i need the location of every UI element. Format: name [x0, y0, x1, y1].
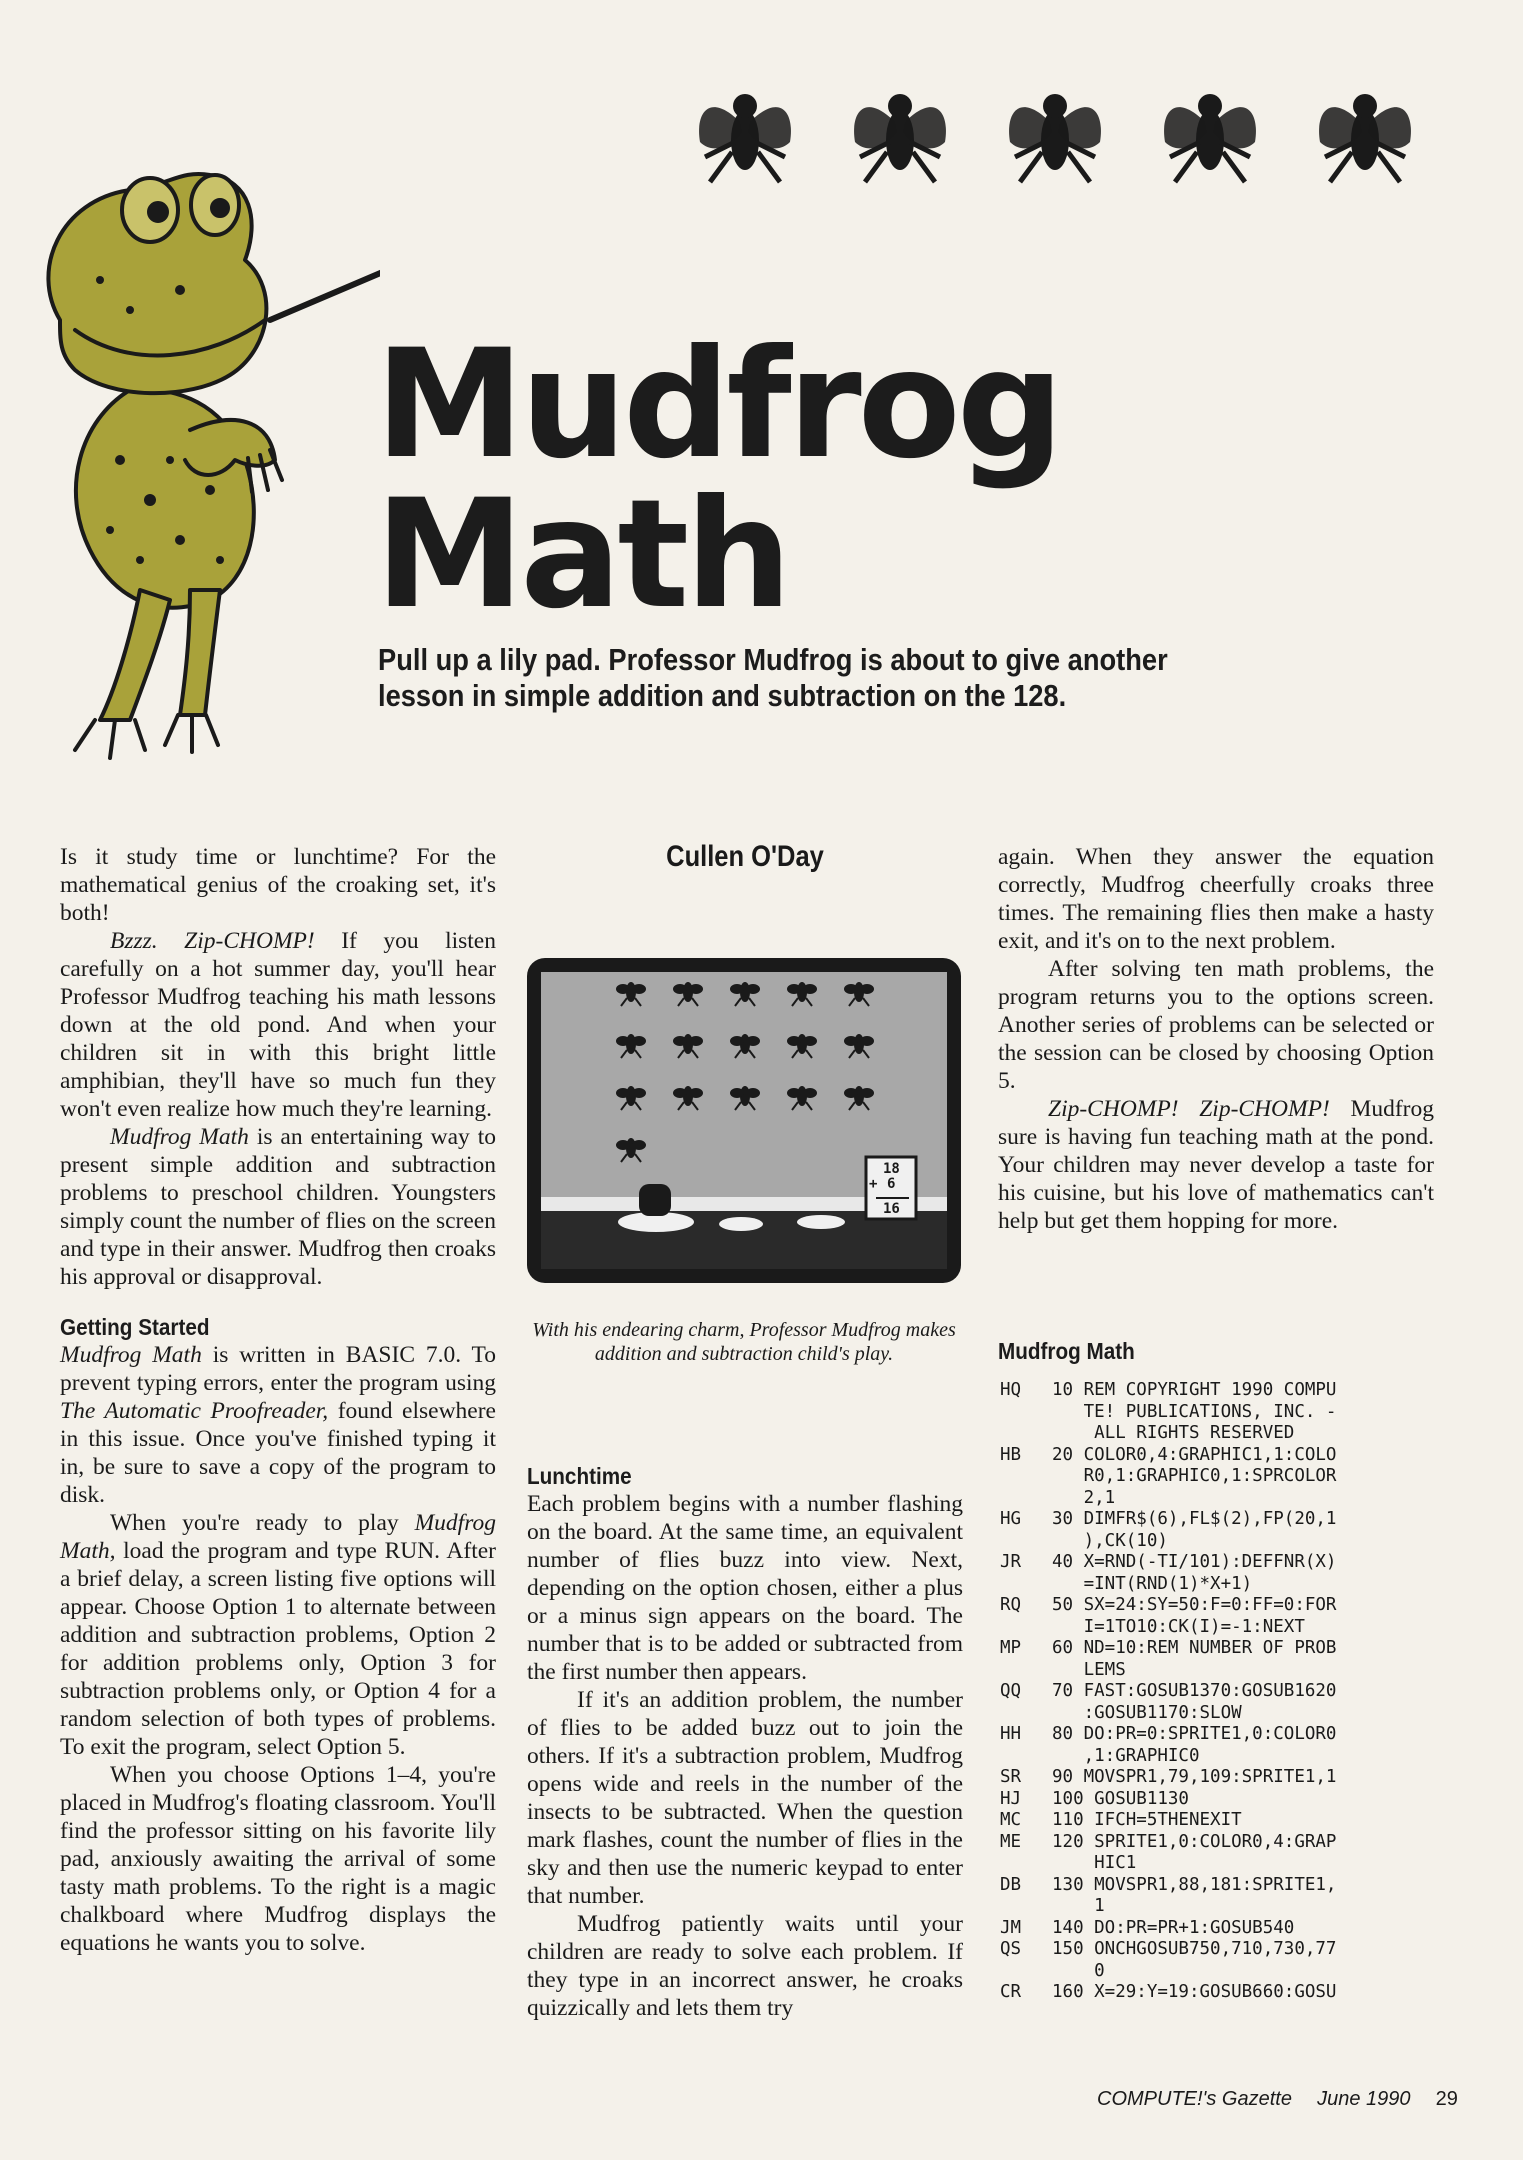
paragraph: After solving ten math problems, the program returns you to the options screen. Another series of problems can be selected or the session can be closed by choosing Option 5.	[998, 956, 1434, 1094]
emphasis: Mudfrog Math,	[60, 1510, 496, 1564]
emphasis: Mudfrog Math	[110, 1124, 249, 1150]
listing-line	[1000, 1832, 1430, 1875]
listing-line	[1000, 1380, 1430, 1445]
listing-line	[1000, 1918, 1430, 1940]
listing-line	[1000, 1552, 1430, 1595]
code-text: 60 ND=10:REM NUMBER OF PROB LEMS	[1052, 1638, 1337, 1680]
listing-line	[1000, 1638, 1430, 1681]
frog-illustration	[20, 160, 380, 780]
code-text: 80 DO:PR=0:SPRITE1,0:COLOR0 ,1:GRAPHIC0	[1052, 1724, 1337, 1766]
code-text: 130 MOVSPR1,88,181:SPRITE1, 1	[1052, 1874, 1337, 1916]
checksum: ME	[1000, 1831, 1022, 1852]
paragraph: If it's an addition problem, the number of flies to be added buzz out to join the others. If it's a subtraction problem, Mudfrog opens wide and reels in the number of the insects to be subtracted. When the question mark flashes, count the number of flies in the sky and then use the numeric keypad to enter that number.	[527, 1687, 963, 1909]
code-text: 160 X=29:Y=19:GOSUB660:GOSU	[1052, 1982, 1337, 2002]
column-3	[998, 843, 1434, 1235]
chalkboard-operator: +	[869, 1176, 878, 1192]
checksum: JR	[1000, 1552, 1022, 1572]
paragraph-text: found elsewhere in this issue. Once you've finished typing it in, be sure to save a copy of the program to disk.	[60, 1398, 496, 1508]
title-line-2: Math	[375, 468, 788, 642]
figure-caption: With his endearing charm, Professor Mudfrog makes addition and subtraction child's play.	[532, 1319, 956, 1365]
paragraph-text: is an entertaining way to present simple addition and subtraction problems to preschool children. Youngsters simply count the number of flies on the screen and type in their answer. Mudfrog then croaks his approval or disapproval.	[60, 1124, 496, 1290]
checksum: HQ	[1000, 1380, 1022, 1400]
chalkboard-top: 18	[883, 1161, 900, 1177]
title-line-1: Mudfrog	[375, 318, 1061, 492]
section-heading: Lunchtime	[527, 1463, 632, 1489]
checksum: JM	[1000, 1917, 1022, 1938]
listing-line	[1000, 1939, 1430, 1982]
emphasis: Bzzz. Zip-CHOMP!	[110, 928, 315, 954]
checksum: CR	[1000, 1982, 1022, 2002]
listing-line	[1000, 1810, 1430, 1832]
fly-icon	[1155, 82, 1265, 192]
code-text: 10 REM COPYRIGHT 1990 COMPU TE! PUBLICATIONS, INC. - ALL RIGHTS RESERVED	[1052, 1380, 1337, 1443]
paragraph: Is it study time or lunchtime? For the mathematical genius of the croaking set, it's both!	[60, 844, 496, 926]
checksum: SR	[1000, 1767, 1022, 1787]
checksum: RQ	[1000, 1595, 1022, 1615]
checksum: HJ	[1000, 1788, 1022, 1809]
listing-line	[1000, 1724, 1430, 1767]
fly-icon	[1000, 82, 1110, 192]
fly-icon	[690, 82, 800, 192]
checksum: DB	[1000, 1874, 1022, 1895]
code-text: 70 FAST:GOSUB1370:GOSUB1620 :GOSUB1170:SLOW	[1052, 1681, 1337, 1723]
checksum: QQ	[1000, 1681, 1022, 1701]
magazine-name: COMPUTE!'s Gazette	[1097, 2088, 1292, 2110]
paragraph	[60, 927, 496, 1123]
paragraph: Mudfrog patiently waits until your children are ready to solve each problem. If they type in an incorrect answer, he croaks quizzically and lets them try	[527, 1911, 963, 2021]
listing-line	[1000, 1509, 1430, 1552]
fly-icon	[845, 82, 955, 192]
listing-line	[1000, 1595, 1430, 1638]
listing-line	[1000, 1789, 1430, 1811]
listing-line	[1000, 1875, 1430, 1918]
code-text: 30 DIMFR$(6),FL$(2),FP(20,1 ),CK(10)	[1052, 1509, 1337, 1551]
page-footer	[1097, 2088, 1458, 2111]
code-text: 40 X=RND(-TI/101):DEFFNR(X) =INT(RND(1)*X+1)	[1052, 1552, 1337, 1594]
paragraph-text: If you listen carefully on a hot summer day, you'll hear Professor Mudfrog teaching his math lessons down at the old pond. And when your children sit in with this bright little amphibian, they'll have so much fun they won't even realize how much they're learning.	[60, 928, 496, 1122]
paragraph: When you choose Options 1–4, you're placed in Mudfrog's floating classroom. You'll find the professor sitting on his favorite lily pad, anxiously awaiting the arrival of some tasty math problems. To the right is a magic chalkboard where Mudfrog displays the equations he wants you to solve.	[60, 1762, 496, 1956]
code-text: 140 DO:PR=PR+1:GOSUB540	[1052, 1917, 1295, 1938]
paragraph-text: load the program and type RUN. After a brief delay, a screen listing five options will appear. Choose Option 1 to alternate between addition and subtraction problems, Option 2 for addition problems only, Option 3 for subtraction problems only, or Option 4 for a random selection of both types of problems. To exit the program, select Option 5.	[60, 1538, 496, 1760]
page-number: 29	[1435, 2088, 1458, 2110]
code-text: 110 IFCH=5THENEXIT	[1052, 1810, 1242, 1830]
chalkboard-answer: 16	[883, 1201, 900, 1217]
paragraph: Each problem begins with a number flashing on the board. At the same time, an equivalent number of flies buzz into view. Next, depending on the option chosen, either a plus or a minus sign appears on the board. The number that is to be added or subtracted from the first number then appears.	[527, 1491, 963, 1685]
paragraph-text: When you're ready to play	[110, 1510, 415, 1536]
listing-title: Mudfrog Math	[998, 1338, 1135, 1364]
paragraph	[998, 1095, 1434, 1235]
checksum: HH	[1000, 1724, 1022, 1744]
paragraph-text: Mudfrog sure is having fun teaching math at the pond. Your children may never develop a taste for his cuisine, but his love of mathematics can't help but get them hopping for more.	[998, 1096, 1435, 1234]
checksum: MP	[1000, 1638, 1022, 1658]
column-1	[60, 843, 496, 1957]
listing-line	[1000, 1445, 1430, 1510]
paragraph	[60, 1509, 496, 1761]
section-heading: Getting Started	[60, 1314, 210, 1340]
column-2	[527, 1462, 963, 2022]
checksum: MC	[1000, 1810, 1022, 1830]
code-text: 100 GOSUB1130	[1052, 1788, 1189, 1809]
code-text: 50 SX=24:SY=50:F=0:FF=0:FOR I=1TO10:CK(I)=-1:NEXT	[1052, 1595, 1337, 1637]
deck: Pull up a lily pad. Professor Mudfrog is about to give another lesson in simple addition and subtraction on the 128.	[378, 642, 1168, 713]
listing-line	[1000, 1982, 1430, 2004]
code-text: 20 COLOR0,4:GRAPHIC1,1:COLO R0,1:GRAPHIC0,1:SPRCOLOR 2,1	[1052, 1444, 1337, 1508]
emphasis: Zip-CHOMP! Zip-CHOMP!	[1048, 1096, 1330, 1122]
emphasis: Mudfrog Math	[60, 1342, 202, 1368]
game-screen	[541, 972, 947, 1269]
fly-row	[690, 82, 1430, 192]
fly-icon	[1310, 82, 1420, 192]
paragraph: again. When they answer the equation correctly, Mudfrog cheerfully croaks three times. The remaining flies then make a hasty exit, and it's on to the next problem.	[998, 844, 1434, 954]
code-text: 150 ONCHGOSUB750,710,730,77 0	[1052, 1939, 1337, 1981]
code-text: 120 SPRITE1,0:COLOR0,4:GRAP HIC1	[1052, 1831, 1337, 1873]
byline: Cullen O'Day	[666, 840, 824, 873]
paragraph	[60, 1123, 496, 1291]
checksum: HG	[1000, 1509, 1022, 1529]
issue-date: June 1990	[1317, 2088, 1411, 2110]
emphasis: The Automatic Proofreader,	[60, 1398, 329, 1424]
paragraph	[60, 1341, 496, 1509]
checksum: QS	[1000, 1939, 1022, 1959]
listing-line	[1000, 1767, 1430, 1789]
game-screenshot	[527, 958, 961, 1283]
code-text: 90 MOVSPR1,79,109:SPRITE1,1	[1052, 1767, 1337, 1787]
program-listing	[1000, 1380, 1430, 2004]
listing-line	[1000, 1681, 1430, 1724]
paragraph-text: is written in BASIC 7.0. To prevent typing errors, enter the program using	[60, 1342, 496, 1396]
chalkboard-middle: 6	[887, 1176, 896, 1192]
checksum: HB	[1000, 1444, 1022, 1465]
